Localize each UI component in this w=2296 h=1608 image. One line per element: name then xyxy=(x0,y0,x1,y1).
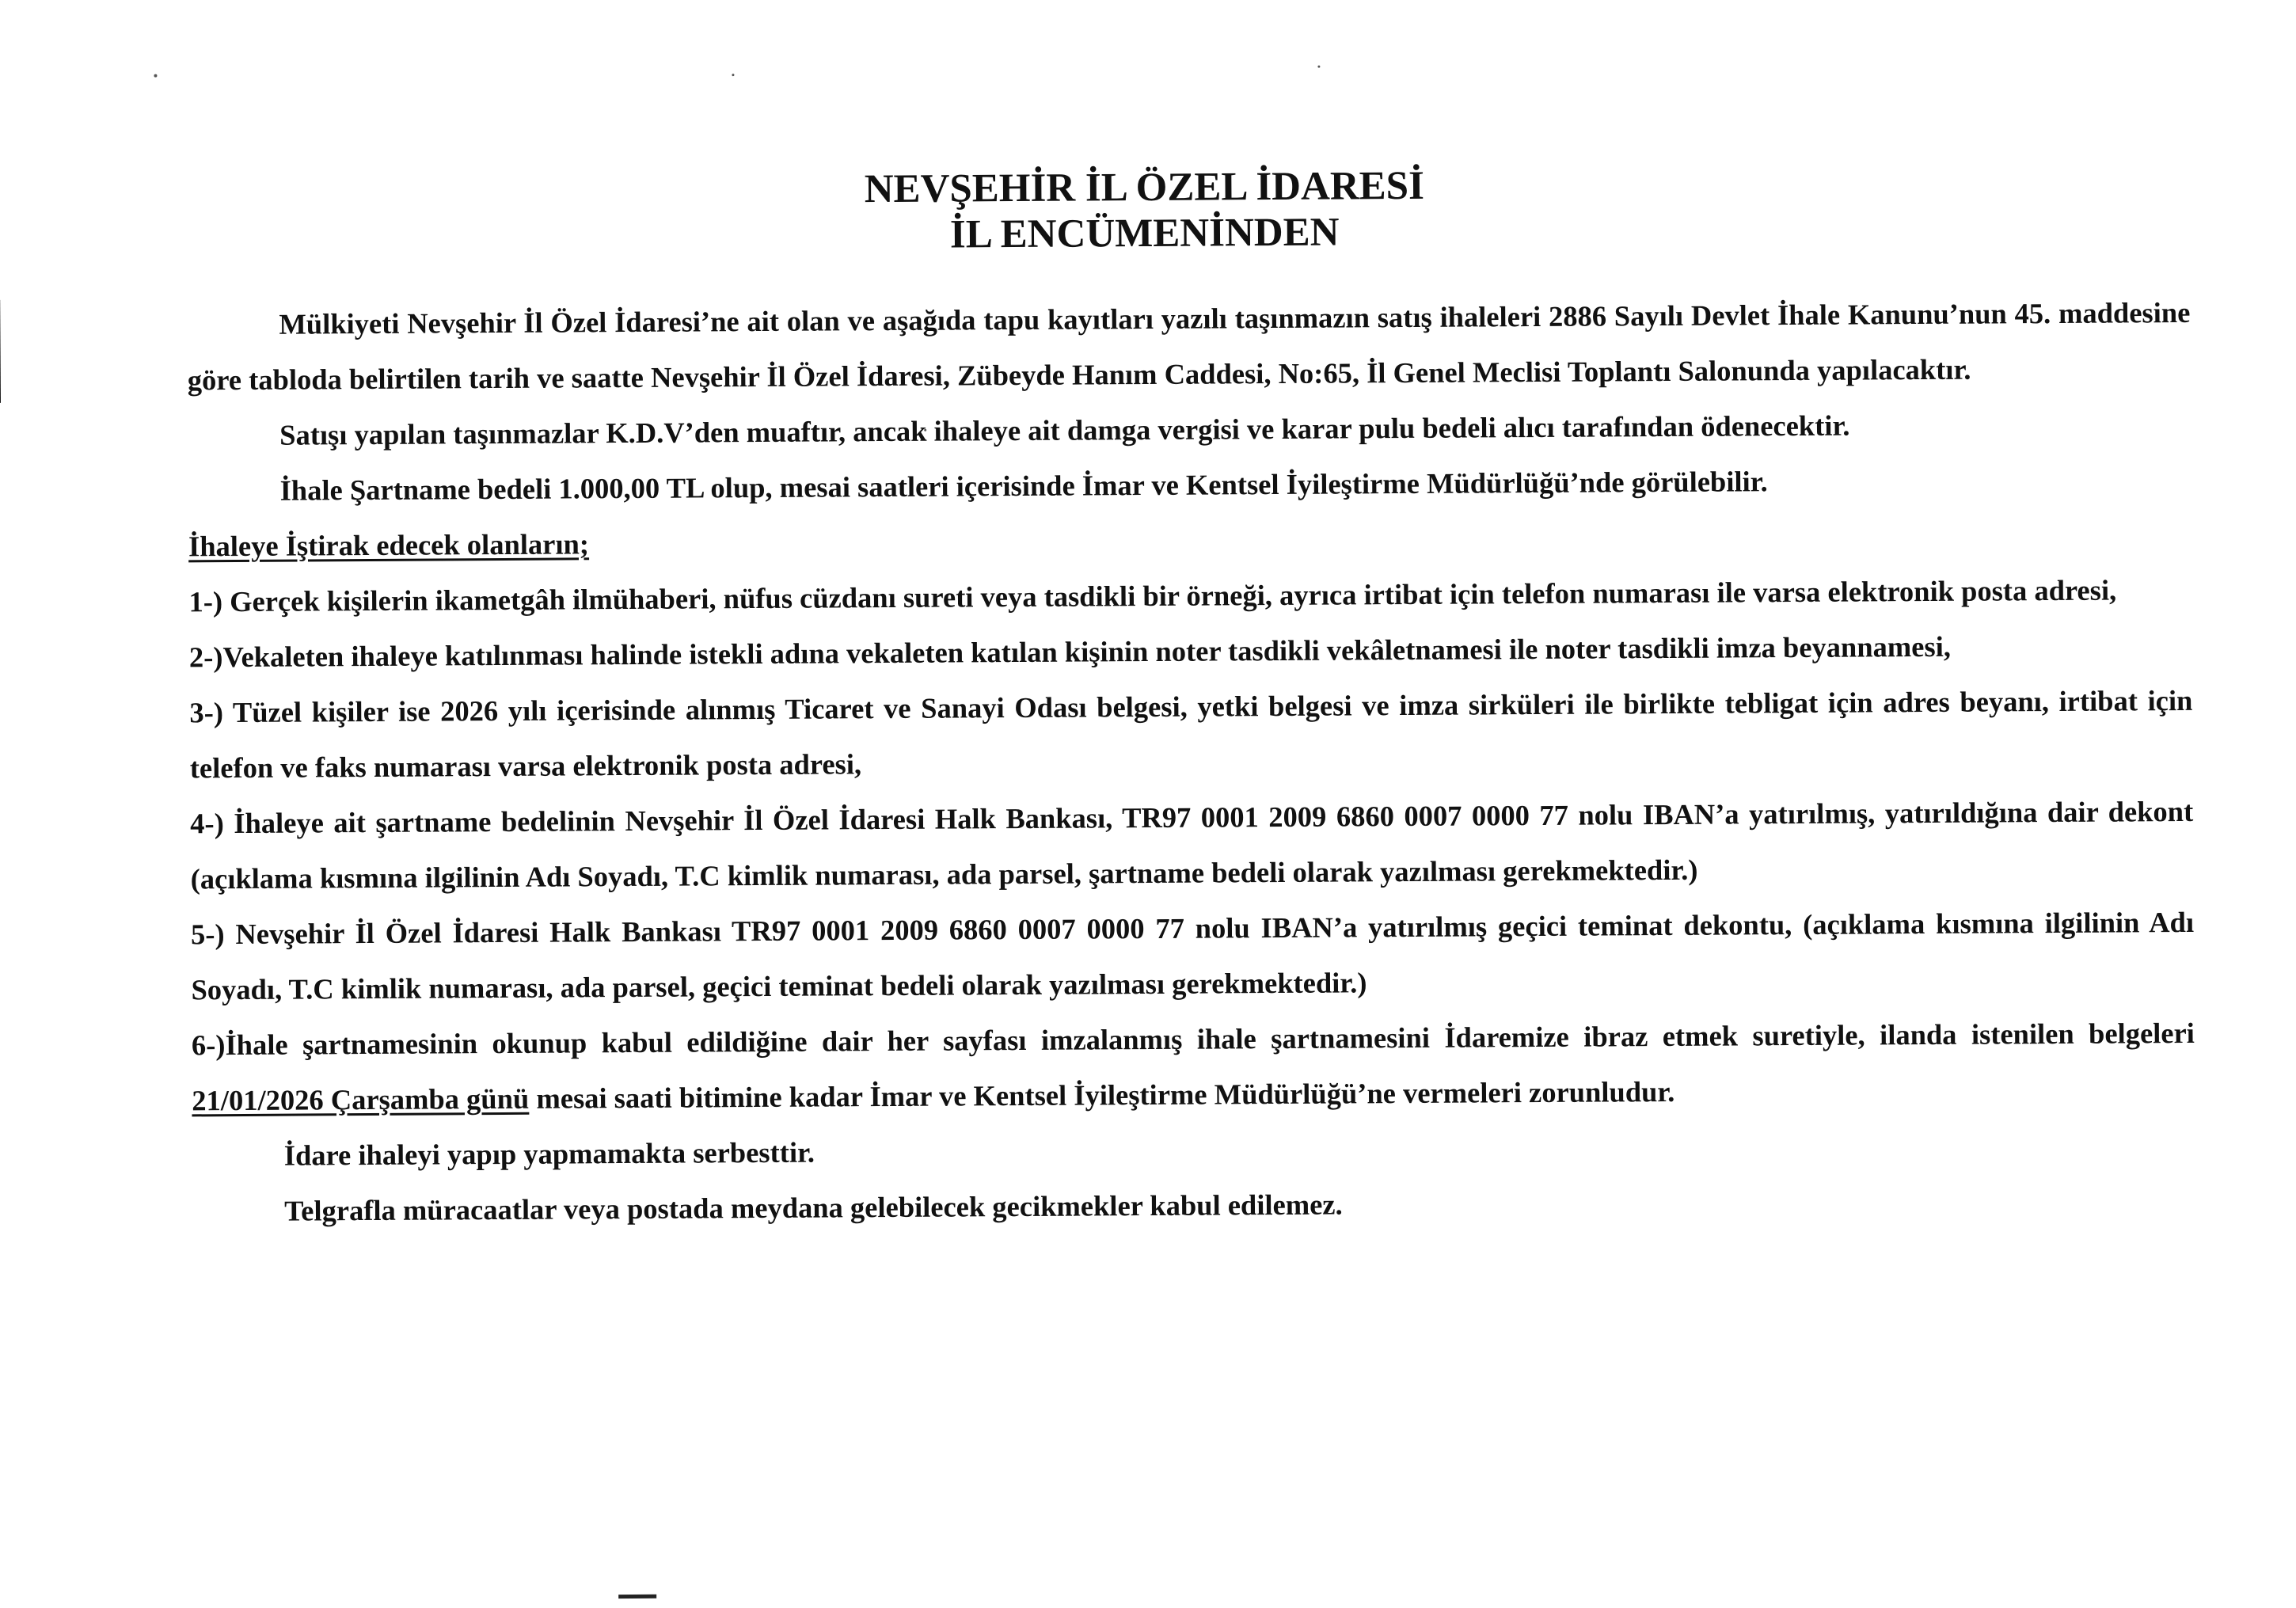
requirement-item: 3-) Tüzel kişiler ise 2026 yılı içerisinde alınmış Ticaret ve Sanayi Odası belgesi, yetki belgesi ve imza sirküleri ile birlikte tebligat için adres beyanı, irtibat için telefon ve faks numarası varsa elektronik posta adresi, xyxy=(189,683,2193,785)
requirement-item: 1-) Gerçek kişilerin ikametgâh ilmühaberi, nüfus cüzdanı sureti veya tasdikli bir örneği, ayrıca irtibat için telefon numarası ile varsa elektronik posta adresi, xyxy=(188,573,2117,618)
document-body xyxy=(187,285,2195,1239)
requirement-item: 2-)Vekaleten ihaleye katılınması halinde istekli adına vekaleten katılan kişinin noter tasdikli vekâletnamesi ile noter tasdikli imza beyannamesi, xyxy=(188,629,1952,674)
intro-paragraph: Mülkiyeti Nevşehir İl Özel İdaresi’ne ait olan ve aşağıda tapu kayıtları yazılı taşınmazın satış ihaleleri 2886 Sayılı Devlet İhale Kanunu’nun 45. maddesine göre tabloda belirtilen tarih ve saatte Nevşehir İl Özel İdaresi, Zübeyde Hanım Caddesi, No:65, İl Genel Meclisi Toplantı Salonunda yapılacaktır. xyxy=(187,295,2191,397)
scan-speck xyxy=(732,74,734,76)
document-header xyxy=(0,158,2293,264)
scan-edge-mark xyxy=(618,1595,656,1598)
requirements-heading: İhaleye İştirak edecek olanların; xyxy=(188,527,590,563)
scan-speck xyxy=(1317,66,1320,68)
closing-line: İdare ihaleyi yapıp yapmamakta serbesttir. xyxy=(283,1135,815,1172)
requirement-6-text-end: mesai saati bitimine kadar İmar ve Kentsel İyileştirme Müdürlüğü’ne vermeleri zorunludur. xyxy=(529,1074,1675,1115)
spec-fee-paragraph: İhale Şartname bedeli 1.000,00 TL olup, mesai saatleri içerisinde İmar ve Kentsel İyileştirme Müdürlüğü’nde görülebilir. xyxy=(279,465,1768,507)
requirement-6-text: 6-)İhale şartnamesinin okunup kabul edildiğine dair her sayfası imzalanmış ihale şartnamesini İdaremize ibraz etmek suretiyle, ilanda istenilen belgeleri xyxy=(191,1016,2195,1062)
deadline-date: 21/01/2026 Çarşamba günü xyxy=(192,1082,530,1117)
header-subtitle: İL ENCÜMENİNDEN xyxy=(949,210,1340,257)
scan-edge-mark xyxy=(0,300,1,403)
requirement-item xyxy=(192,1005,2195,1128)
requirement-item: 4-) İhaleye ait şartname bedelinin Nevşehir İl Özel İdaresi Halk Bankası, TR97 0001 2009 6860 0007 0000 77 nolu IBAN’a yatırılmış, yatırıldığına dair dekont (açıklama kısmına ilgilinin Adı Soyadı, T.C kimlik numarası, ada parsel, şartname bedeli olarak yazılması gerekmektedir.) xyxy=(190,794,2194,895)
scan-speck xyxy=(154,74,157,78)
header-title: NEVŞEHİR İL ÖZEL İDARESİ xyxy=(864,163,1425,212)
kdv-paragraph: Satışı yapılan taşınmazlar K.D.V’den muaftır, ancak ihaleye ait damga vergisi ve karar pulu bedeli alıcı tarafından ödenecektir. xyxy=(279,409,1850,451)
requirement-item: 5-) Nevşehir İl Özel İdaresi Halk Bankası TR97 0001 2009 6860 0007 0000 77 nolu IBAN’a yatırılmış geçici teminat dekontu, (açıklama kısmına ilgilinin Adı Soyadı, T.C kimlik numarası, ada parsel, geçici teminat bedeli olarak yazılması gerekmektedir.) xyxy=(190,905,2195,1006)
closing-line: Telgrafla müracaatlar veya postada meydana gelebilecek gecikmekler kabul edilemez. xyxy=(284,1188,1343,1227)
